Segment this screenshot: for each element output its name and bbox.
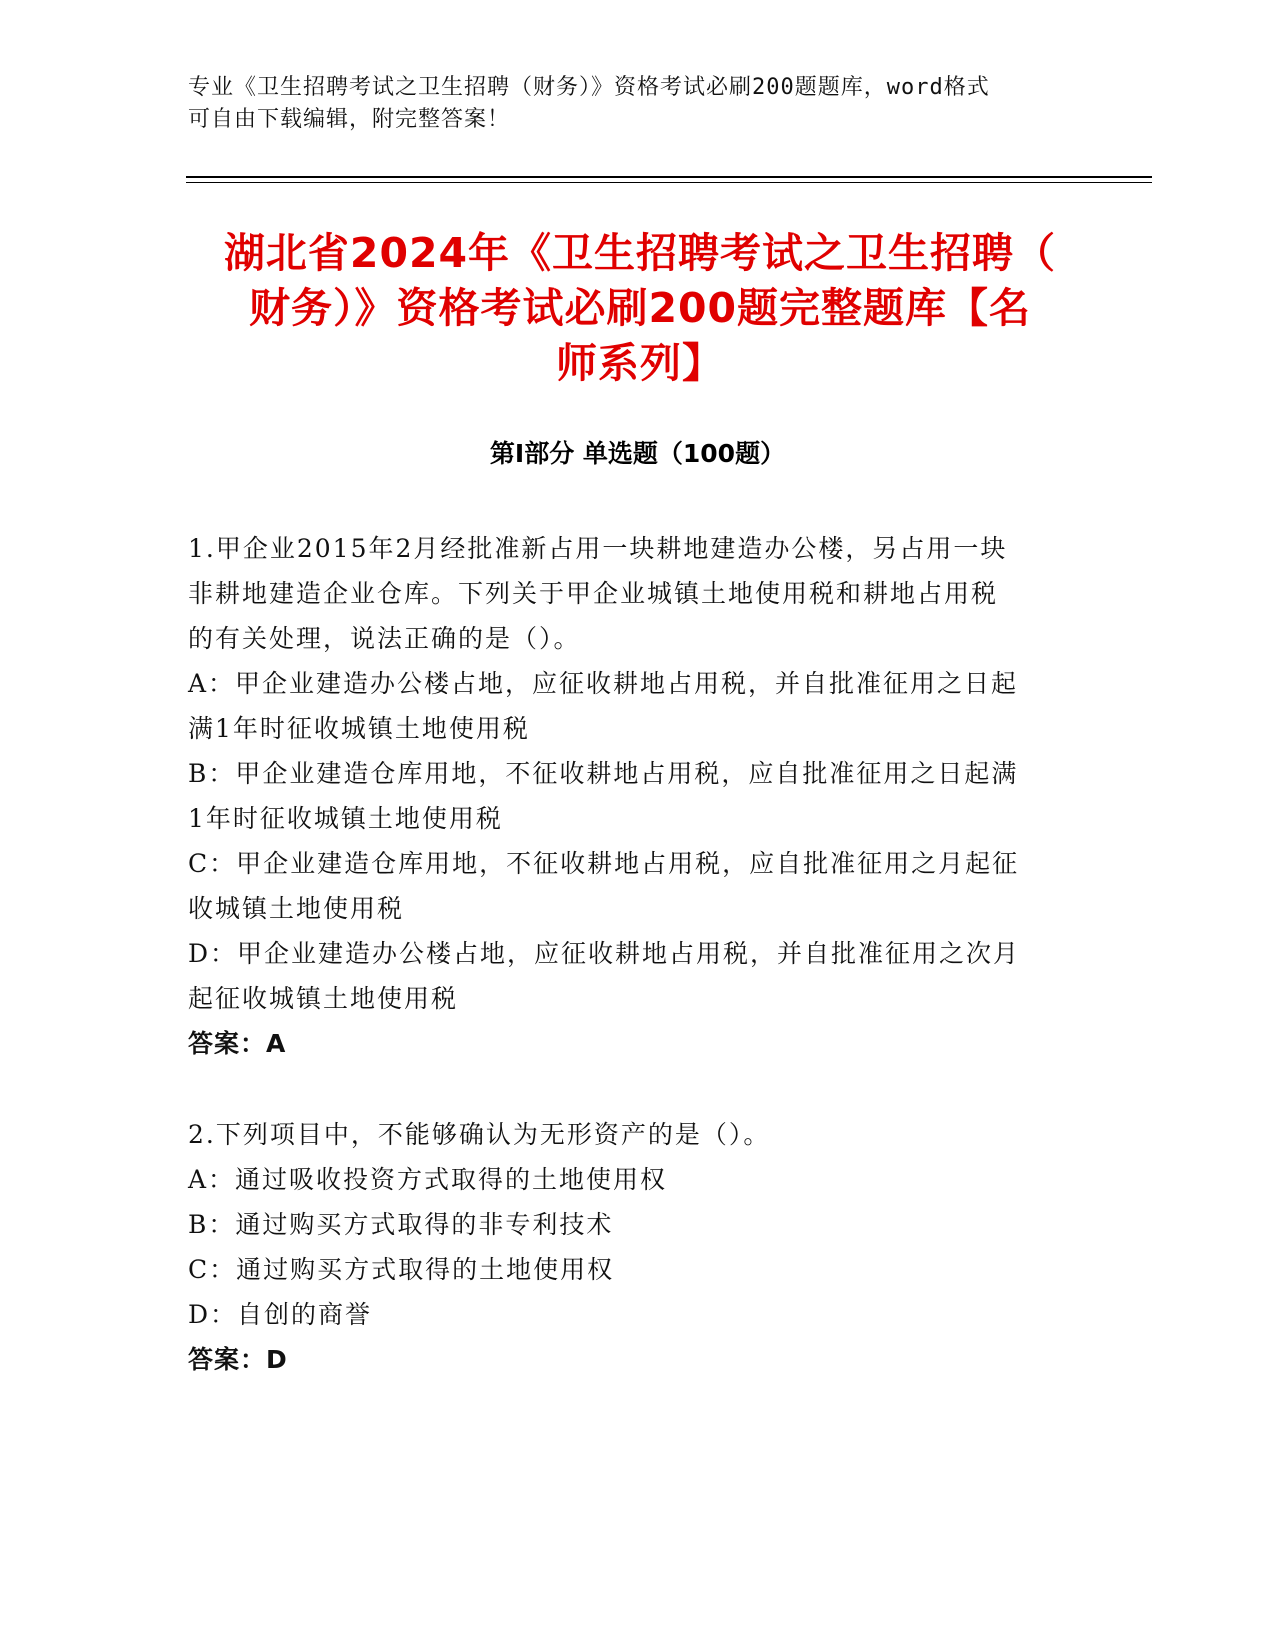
header-divider-thick bbox=[186, 176, 1152, 178]
option-a-line: A：甲企业建造办公楼占地，应征收耕地占用税，并自批准征用之日起 bbox=[188, 669, 1019, 698]
header-note-line: 可自由下载编辑，附完整答案！ bbox=[188, 107, 511, 132]
option-c-line: 收城镇土地使用税 bbox=[188, 894, 405, 923]
question-stem-line: 1.甲企业2015年2月经批准新占用一块耕地建造办公楼，另占用一块 bbox=[188, 534, 1008, 563]
option-d-line: 起征收城镇土地使用税 bbox=[188, 984, 459, 1013]
option-a-line: 满1年时征收城镇土地使用税 bbox=[188, 714, 530, 743]
document-title bbox=[180, 226, 1100, 391]
question-stem-line: 的有关处理，说法正确的是（）。 bbox=[188, 624, 581, 653]
option-a-line: A：通过吸收投资方式取得的土地使用权 bbox=[188, 1165, 668, 1194]
header-divider-thin bbox=[186, 182, 1152, 183]
question-2 bbox=[188, 1112, 1068, 1382]
option-d-line: D：甲企业建造办公楼占地，应征收耕地占用税，并自批准征用之次月 bbox=[188, 939, 1021, 968]
option-c-line: C：通过购买方式取得的土地使用权 bbox=[188, 1255, 615, 1284]
document-title-line: 师系列】 bbox=[556, 339, 724, 387]
option-b-line: B：通过购买方式取得的非专利技术 bbox=[188, 1210, 614, 1239]
option-b-line: B：甲企业建造仓库用地，不征收耕地占用税，应自批准征用之日起满 bbox=[188, 759, 1019, 788]
question-1 bbox=[188, 526, 1068, 1066]
document-title-line: 财务）》资格考试必刷200题完整题库【名 bbox=[248, 284, 1032, 332]
option-c-line: C：甲企业建造仓库用地，不征收耕地占用税，应自批准征用之月起征 bbox=[188, 849, 1020, 878]
section-heading: 第Ⅰ部分 单选题（100题） bbox=[489, 439, 786, 468]
answer-label: 答案：D bbox=[188, 1345, 288, 1374]
question-stem-line: 2.下列项目中，不能够确认为无形资产的是（）。 bbox=[188, 1120, 771, 1149]
question-stem-line: 非耕地建造企业仓库。下列关于甲企业城镇土地使用税和耕地占用税 bbox=[188, 579, 999, 608]
document-title-line: 湖北省2024年《卫生招聘考试之卫生招聘（ bbox=[223, 229, 1057, 277]
option-b-line: 1年时征收城镇土地使用税 bbox=[188, 804, 503, 833]
answer-label: 答案：A bbox=[188, 1029, 287, 1058]
option-d-line: D：自创的商誉 bbox=[188, 1300, 373, 1329]
header-note-line: 专业《卫生招聘考试之卫生招聘（财务）》资格考试必刷200题题库，word格式 bbox=[188, 75, 990, 100]
header-note bbox=[188, 72, 1068, 136]
